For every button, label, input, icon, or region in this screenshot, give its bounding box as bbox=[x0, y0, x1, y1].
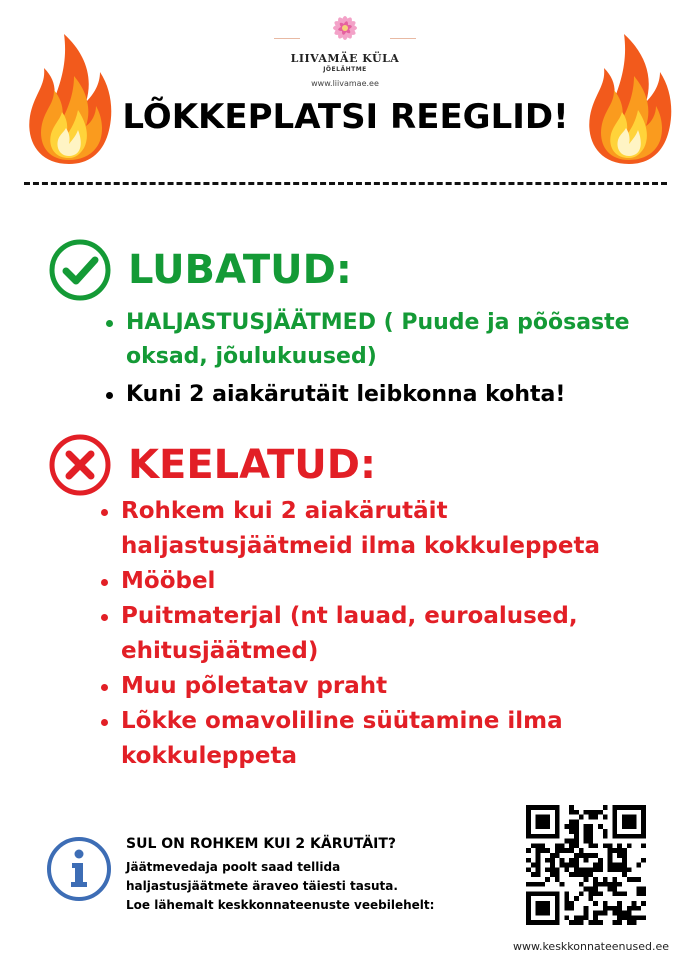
list-item: Lõkke omavoliline süütamine ilma kokkuleppeta bbox=[121, 704, 641, 774]
divider bbox=[24, 182, 667, 185]
page-title: LÕKKEPLATSI REEGLID! bbox=[122, 97, 569, 137]
allowed-heading: LUBATUD: bbox=[128, 247, 352, 293]
list-item: HALJASTUSJÄÄTMED ( Puude ja põõsaste oksad, jõulukuused) bbox=[126, 306, 646, 374]
flower-icon bbox=[325, 8, 365, 48]
info-block bbox=[126, 836, 506, 915]
x-circle-icon bbox=[48, 433, 112, 497]
info-line: haljastusjäätmete äraveo täiesti tasuta. bbox=[126, 879, 398, 893]
logo bbox=[270, 8, 420, 88]
forbidden-heading: KEELATUD: bbox=[128, 442, 376, 488]
list-item: Mööbel bbox=[121, 564, 641, 599]
forbidden-heading-row bbox=[48, 433, 376, 497]
info-line: Jäätmevedaja poolt saad tellida bbox=[126, 860, 341, 874]
logo-name: LIIVAMÄE KÜLA bbox=[290, 52, 400, 65]
info-line: Loe lähemalt keskkonnateenuste veebilehelt: bbox=[126, 898, 435, 912]
info-icon bbox=[46, 836, 112, 902]
list-item: Kuni 2 aiakärutäit leibkonna kohta! bbox=[126, 378, 646, 412]
forbidden-list bbox=[121, 494, 641, 774]
allowed-heading-row bbox=[48, 238, 352, 302]
allowed-list bbox=[126, 306, 646, 416]
footer-url[interactable]: www.keskkonnateenused.ee bbox=[512, 940, 669, 953]
logo-url: www.liivamae.ee bbox=[311, 79, 379, 88]
logo-subtitle: JÕELÄHTME bbox=[323, 66, 367, 73]
check-circle-icon bbox=[48, 238, 112, 302]
list-item: Puitmaterjal (nt lauad, euroalused, ehitusjäätmed) bbox=[121, 599, 641, 669]
list-item: Rohkem kui 2 aiakärutäit haljastusjäätmeid ilma kokkuleppeta bbox=[121, 494, 641, 564]
logo-line-right bbox=[390, 38, 416, 39]
list-item: Muu põletatav praht bbox=[121, 669, 641, 704]
logo-line-left bbox=[274, 38, 300, 39]
qr-code[interactable] bbox=[526, 805, 646, 925]
info-heading: SUL ON ROHKEM KUI 2 KÄRUTÄIT? bbox=[126, 836, 397, 852]
